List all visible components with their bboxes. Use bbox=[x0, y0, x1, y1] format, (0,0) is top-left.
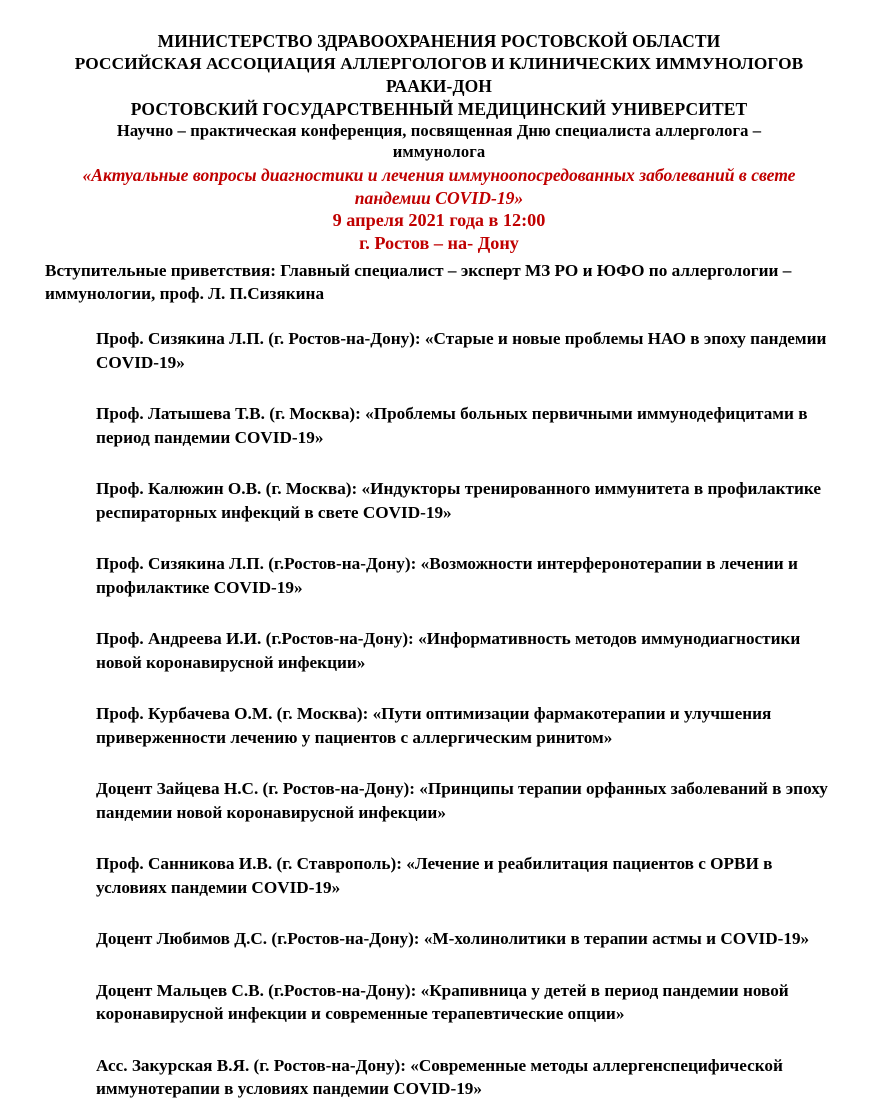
conference-city: г. Ростов – на- Дону bbox=[359, 232, 519, 253]
talk-item: Проф. Сизякина Л.П. (г.Ростов-на-Дону): «Возможности интерферонотерапии в лечении и профилактике COVID-19» bbox=[96, 554, 798, 597]
talk-item: Проф. Курбачева О.М. (г. Москва): «Пути оптимизации фармакотерапии и улучшения приверженности лечению у пациентов с аллергическим ринитом» bbox=[96, 704, 772, 747]
talk-item: Проф. Латышева Т.В. (г. Москва): «Проблемы больных первичными иммунодефицитами в период пандемии COVID-19» bbox=[96, 404, 808, 447]
talk-item: Проф. Сизякина Л.П. (г. Ростов-на-Дону): «Старые и новые проблемы НАО в эпоху пандемии COVID-19» bbox=[96, 329, 827, 372]
talk-item: Проф. Санникова И.В. (г. Ставрополь): «Лечение и реабилитация пациентов с ОРВИ в условиях пандемии COVID-19» bbox=[96, 854, 773, 897]
ministry-line: МИНИСТЕРСТВО ЗДРАВООХРАНЕНИЯ РОСТОВСКОЙ ОБЛАСТИ bbox=[157, 31, 721, 51]
organization-header bbox=[0, 0, 878, 162]
talk-item: Доцент Зайцева Н.С. (г. Ростов-на-Дону): «Принципы терапии орфанных заболеваний в эпоху пандемии новой коронавирусной инфекции» bbox=[96, 779, 828, 822]
talk-item: Проф. Калюжин О.В. (г. Москва): «Индукторы тренированного иммунитета в профилактике респираторных инфекций в свете COVID-19» bbox=[96, 479, 821, 522]
conference-subtitle: Научно – практическая конференция, посвященная Дню специалиста аллерголога – иммунолога bbox=[116, 121, 762, 161]
talk-item: Асс. Закурская В.Я. (г. Ростов-на-Дону): «Современные методы аллергенспецифической иммунотерапии в условиях пандемии COVID-19» bbox=[96, 1055, 783, 1098]
association-line: РОССИЙСКАЯ АССОЦИАЦИЯ АЛЛЕРГОЛОГОВ И КЛИНИЧЕСКИХ ИММУНОЛОГОВ bbox=[74, 53, 804, 73]
talk-item: Доцент Мальцев С.В. (г.Ростов-на-Дону): «Крапивница у детей в период пандемии новой коронавирусной инфекции и современные терапевтические опции» bbox=[96, 980, 789, 1023]
conference-main-title: «Актуальные вопросы диагностики и лечения иммуноопосредованных заболеваний в свете пандемии COVID-19» bbox=[82, 165, 796, 208]
opening-greetings: Вступительные приветствия: Главный специалист – эксперт МЗ РО и ЮФО по аллергологии – иммунологии, проф. Л. П.Сизякина bbox=[45, 261, 792, 303]
raaki-don-line: РААКИ-ДОН bbox=[385, 76, 493, 96]
talks-list bbox=[0, 327, 878, 1100]
conference-title-block bbox=[0, 164, 878, 254]
talk-item: Проф. Андреева И.И. (г.Ростов-на-Дону): «Информативность методов иммунодиагностики новой коронавирусной инфекции» bbox=[96, 629, 801, 672]
university-line: РОСТОВСКИЙ ГОСУДАРСТВЕННЫЙ МЕДИЦИНСКИЙ УНИВЕРСИТЕТ bbox=[130, 98, 748, 119]
conference-date: 9 апреля 2021 года в 12:00 bbox=[332, 210, 546, 230]
talk-item: Доцент Любимов Д.С. (г.Ростов-на-Дону): «М-холинолитики в терапии астмы и COVID-19» bbox=[96, 929, 810, 948]
